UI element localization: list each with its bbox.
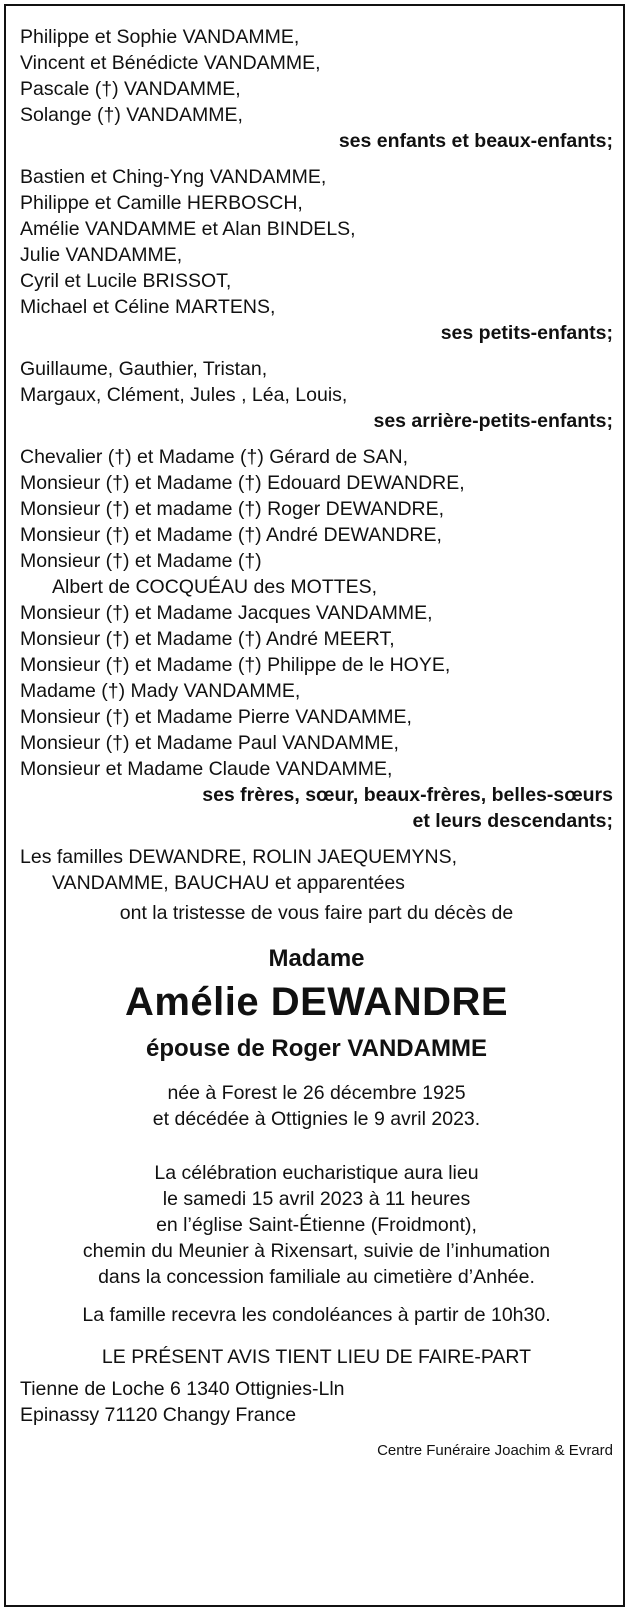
sibling-name: Chevalier (†) et Madame (†) Gérard de SAN,	[20, 446, 408, 468]
ceremony-line: le samedi 15 avril 2023 à 11 heures	[162, 1188, 471, 1210]
address-line: Tienne de Loche 6 1340 Ottignies-Lln	[20, 1378, 345, 1400]
children-name: Solange (†) VANDAMME,	[20, 104, 243, 126]
sibling-name: Monsieur (†) et Madame Pierre VANDAMME,	[20, 706, 412, 728]
children-section	[20, 24, 613, 154]
deceased-name: Amélie DEWANDRE	[124, 980, 509, 1024]
ceremony-line: dans la concession familiale au cimetière d’Anhée.	[98, 1266, 535, 1288]
ceremony-section	[20, 1160, 613, 1290]
siblings-section	[20, 444, 613, 834]
funeral-home: Centre Funéraire Joachim & Evrard	[377, 1442, 613, 1459]
condolences-line: La famille recevra les condoléances à partir de 10h30.	[82, 1304, 551, 1326]
great-grandchildren-section	[20, 356, 613, 434]
addresses-section	[20, 1376, 613, 1428]
dates-section	[20, 1080, 613, 1132]
children-name: Philippe et Sophie VANDAMME,	[20, 26, 300, 48]
ceremony-line: La célébration eucharistique aura lieu	[154, 1162, 479, 1184]
grandchildren-name: Amélie VANDAMME et Alan BINDELS,	[20, 218, 356, 240]
children-name: Pascale (†) VANDAMME,	[20, 78, 241, 100]
sibling-name: Monsieur (†) et Madame (†) André MEERT,	[20, 628, 395, 650]
siblings-label: et leurs descendants;	[412, 810, 613, 832]
sibling-name: Albert de COCQUÉAU des MOTTES,	[52, 576, 378, 598]
obituary-notice	[20, 24, 613, 1462]
great-grandchildren-label: ses arrière-petits-enfants;	[373, 410, 613, 432]
grandchildren-name: Cyril et Lucile BRISSOT,	[20, 270, 232, 292]
grandchildren-section	[20, 164, 613, 346]
grandchildren-name: Philippe et Camille HERBOSCH,	[20, 192, 303, 214]
families-section	[20, 844, 613, 896]
sibling-name: Monsieur (†) et Madame Jacques VANDAMME,	[20, 602, 433, 624]
families-line: VANDAMME, BAUCHAU et apparentées	[52, 872, 405, 894]
death-line: et décédée à Ottignies le 9 avril 2023.	[152, 1108, 481, 1130]
great-grandchildren-names: Margaux, Clément, Jules , Léa, Louis,	[20, 384, 348, 406]
ceremony-line: en l’église Saint-Étienne (Froidmont),	[156, 1214, 477, 1236]
grandchildren-name: Bastien et Ching-Yng VANDAMME,	[20, 166, 327, 188]
birth-line: née à Forest le 26 décembre 1925	[167, 1082, 466, 1104]
honorific: Madame	[268, 945, 365, 972]
siblings-label: ses frères, sœur, beaux-frères, belles-sœurs	[202, 784, 613, 806]
notice-line: LE PRÉSENT AVIS TIENT LIEU DE FAIRE-PART	[101, 1346, 532, 1368]
sibling-name: Monsieur (†) et madame (†) Roger DEWANDRE,	[20, 498, 445, 520]
children-label: ses enfants et beaux-enfants;	[338, 130, 613, 152]
grandchildren-name: Michael et Céline MARTENS,	[20, 296, 276, 318]
great-grandchildren-names: Guillaume, Gauthier, Tristan,	[20, 358, 268, 380]
ceremony-line: chemin du Meunier à Rixensart, suivie de l’inhumation	[82, 1240, 551, 1262]
address-line: Epinassy 71120 Changy France	[20, 1404, 297, 1426]
sibling-name: Monsieur (†) et Madame (†)	[20, 550, 262, 572]
spouse-line: épouse de Roger VANDAMME	[146, 1035, 487, 1062]
announcement-intro: ont la tristesse de vous faire part du décès de	[119, 902, 514, 924]
sibling-name: Madame (†) Mady VANDAMME,	[20, 680, 301, 702]
sibling-name: Monsieur (†) et Madame (†) André DEWANDRE,	[20, 524, 442, 546]
sibling-name: Monsieur (†) et Madame (†) Philippe de le HOYE,	[20, 654, 451, 676]
sibling-name: Monsieur (†) et Madame Paul VANDAMME,	[20, 732, 399, 754]
grandchildren-label: ses petits-enfants;	[440, 322, 613, 344]
children-name: Vincent et Bénédicte VANDAMME,	[20, 52, 321, 74]
sibling-name: Monsieur et Madame Claude VANDAMME,	[20, 758, 393, 780]
families-line: Les familles DEWANDRE, ROLIN JAEQUEMYNS,	[20, 846, 458, 868]
grandchildren-name: Julie VANDAMME,	[20, 244, 183, 266]
sibling-name: Monsieur (†) et Madame (†) Edouard DEWANDRE,	[20, 472, 465, 494]
